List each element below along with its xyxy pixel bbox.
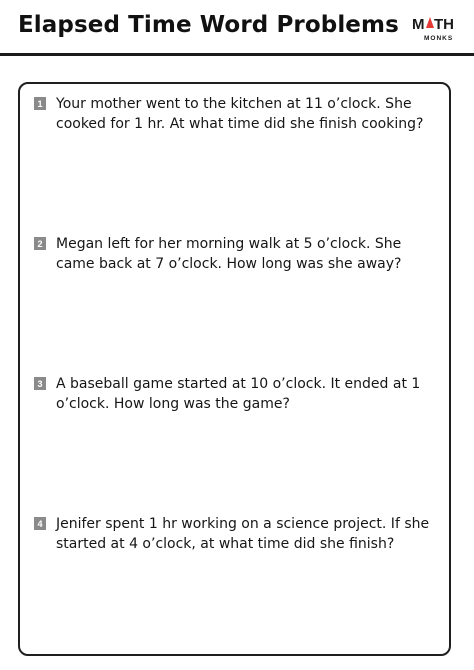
header-divider — [0, 53, 474, 56]
question-number-badge: 3 — [34, 377, 46, 390]
question-1 — [34, 94, 444, 134]
question-3 — [34, 374, 444, 414]
math-monks-logo — [410, 13, 464, 45]
logo-graphic — [410, 13, 464, 45]
question-number-badge: 1 — [34, 97, 46, 110]
question-text: Jenifer spent 1 hr working on a science project. If she started at 4 o’clock, at what time did she finish? — [56, 516, 430, 552]
question-text: Your mother went to the kitchen at 11 o’clock. She cooked for 1 hr. At what time did she finish cooking? — [56, 96, 424, 132]
question-4 — [34, 514, 444, 554]
question-number-badge: 4 — [34, 517, 46, 530]
question-text: A baseball game started at 10 o’clock. It ended at 1 o’clock. How long was the game? — [56, 376, 421, 412]
svg-text:M: M — [412, 16, 425, 33]
logo-triangle-icon — [426, 17, 434, 28]
svg-text:TH: TH — [434, 16, 454, 33]
question-2 — [34, 234, 444, 274]
svg-text:MONKS: MONKS — [424, 35, 454, 42]
worksheet-frame — [18, 82, 451, 656]
question-text: Megan left for her morning walk at 5 o’clock. She came back at 7 o’clock. How long was she away? — [56, 236, 402, 272]
question-number-badge: 2 — [34, 237, 46, 250]
page-title: Elapsed Time Word Problems — [18, 12, 399, 38]
